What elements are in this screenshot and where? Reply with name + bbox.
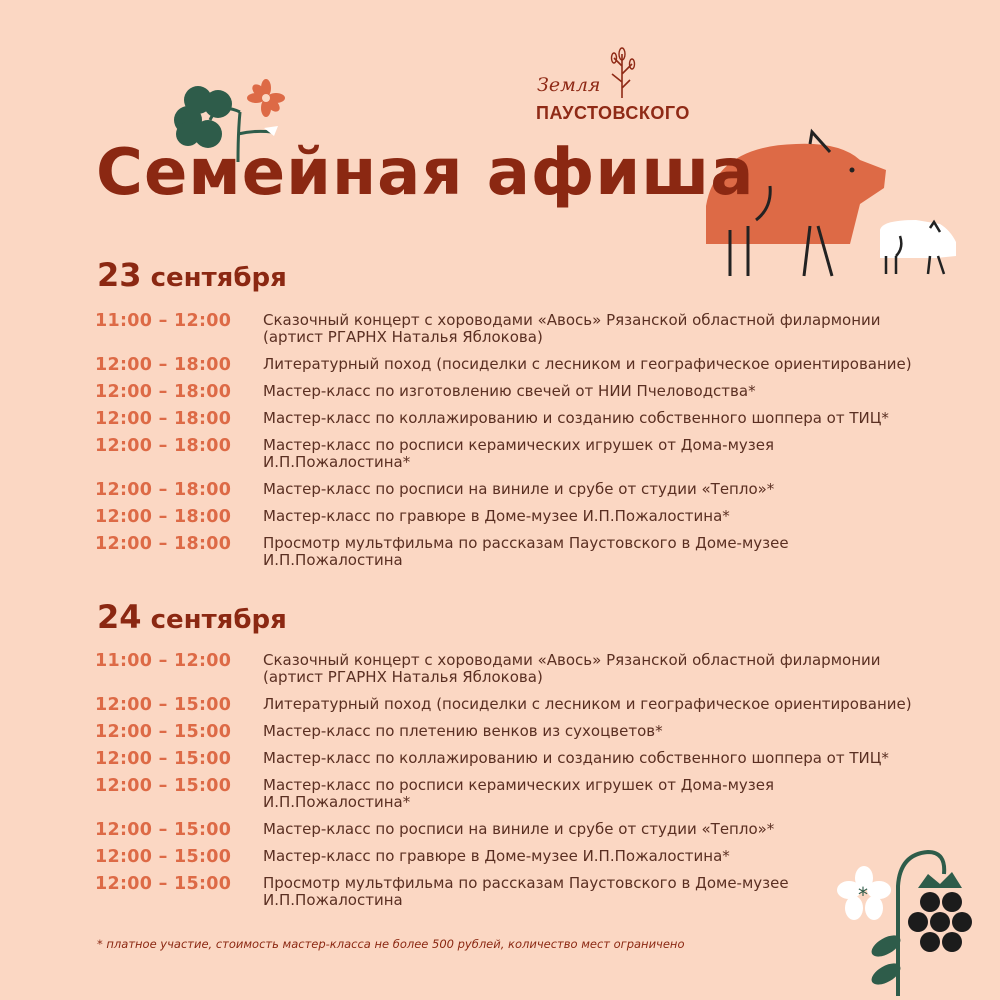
date-heading-day1 (97, 256, 287, 294)
event-description: Мастер-класс по гравюре в Доме-музее И.П.Пожалостина* (263, 507, 730, 525)
schedule-row (95, 775, 955, 819)
schedule-row (95, 408, 955, 435)
date-month: сентября (150, 263, 287, 293)
event-description: Мастер-класс по росписи керамических игрушек от Дома-музея И.П.Пожалостина* (263, 436, 774, 471)
event-description: Мастер-класс по изготовлению свечей от НИИ Пчеловодства* (263, 382, 756, 400)
schedule-row (95, 354, 955, 381)
schedule-row (95, 533, 955, 577)
schedule-row (95, 479, 955, 506)
event-description: Мастер-класс по коллажированию и созданию собственного шоппера от ТИЦ* (263, 409, 889, 427)
event-time: 12:00 – 18:00 (95, 409, 232, 429)
event-description: Мастер-класс по росписи керамических игрушек от Дома-музея И.П.Пожалостина* (263, 776, 774, 811)
event-time: 12:00 – 15:00 (95, 695, 232, 715)
date-day: 24 (97, 598, 142, 636)
schedule-row (95, 721, 955, 748)
schedule-day1 (95, 310, 955, 577)
schedule-row (95, 506, 955, 533)
event-time: 12:00 – 15:00 (95, 874, 232, 894)
event-description: Литературный поход (посиделки с лесником и географическое ориентирование) (263, 355, 912, 373)
date-heading-day2 (97, 598, 287, 636)
page-title: Семейная афиша (96, 136, 755, 210)
tree-logo-icon (604, 46, 640, 100)
date-month: сентября (150, 605, 287, 635)
event-description: Мастер-класс по коллажированию и созданию собственного шоппера от ТИЦ* (263, 749, 889, 767)
schedule-row (95, 694, 955, 721)
event-description: Литературный поход (посиделки с лесником и географическое ориентирование) (263, 695, 912, 713)
event-time: 12:00 – 18:00 (95, 480, 232, 500)
event-time: 11:00 – 12:00 (95, 651, 232, 671)
footnote: * платное участие, стоимость мастер-класса не более 500 рублей, количество мест ограничено (97, 937, 685, 951)
schedule-row (95, 819, 955, 846)
event-description: Просмотр мультфильма по рассказам Паустовского в Доме-музее И.П.Пожалостина (263, 534, 789, 569)
event-time: 12:00 – 18:00 (95, 355, 232, 375)
event-time: 12:00 – 15:00 (95, 776, 232, 796)
piglet-icon (876, 216, 960, 278)
event-description: Сказочный концерт с хороводами «Авось» Рязанской областной филармонии (артист РГАРНХ Наталья Яблокова) (263, 651, 881, 686)
schedule-row (95, 310, 955, 354)
event-time: 12:00 – 15:00 (95, 820, 232, 840)
event-time: 12:00 – 15:00 (95, 847, 232, 867)
event-time: 12:00 – 18:00 (95, 534, 232, 554)
brand-caps: ПАУСТОВСКОГО (536, 103, 690, 123)
event-description: Мастер-класс по росписи на виниле и срубе от студии «Тепло»* (263, 480, 775, 498)
schedule-row (95, 846, 955, 873)
event-description: Мастер-класс по гравюре в Доме-музее И.П.Пожалостина* (263, 847, 730, 865)
event-description: Просмотр мультфильма по рассказам Паустовского в Доме-музее И.П.Пожалостина (263, 874, 789, 909)
svg-text:*: * (858, 883, 868, 907)
event-time: 12:00 – 18:00 (95, 382, 232, 402)
schedule-row (95, 748, 955, 775)
schedule-row (95, 435, 955, 479)
date-day: 23 (97, 256, 142, 294)
event-time: 12:00 – 15:00 (95, 749, 232, 769)
schedule-row (95, 873, 955, 917)
event-time: 12:00 – 18:00 (95, 507, 232, 527)
schedule-row (95, 650, 955, 694)
brand-script: Земля (537, 74, 601, 96)
schedule-day2 (95, 650, 955, 917)
event-time: 12:00 – 15:00 (95, 722, 232, 742)
event-time: 11:00 – 12:00 (95, 311, 232, 331)
schedule-row (95, 381, 955, 408)
event-description: Сказочный концерт с хороводами «Авось» Рязанской областной филармонии (артист РГАРНХ Наталья Яблокова) (263, 311, 881, 346)
event-description: Мастер-класс по плетению венков из сухоцветов* (263, 722, 663, 740)
event-time: 12:00 – 18:00 (95, 436, 232, 456)
event-description: Мастер-класс по росписи на виниле и срубе от студии «Тепло»* (263, 820, 775, 838)
